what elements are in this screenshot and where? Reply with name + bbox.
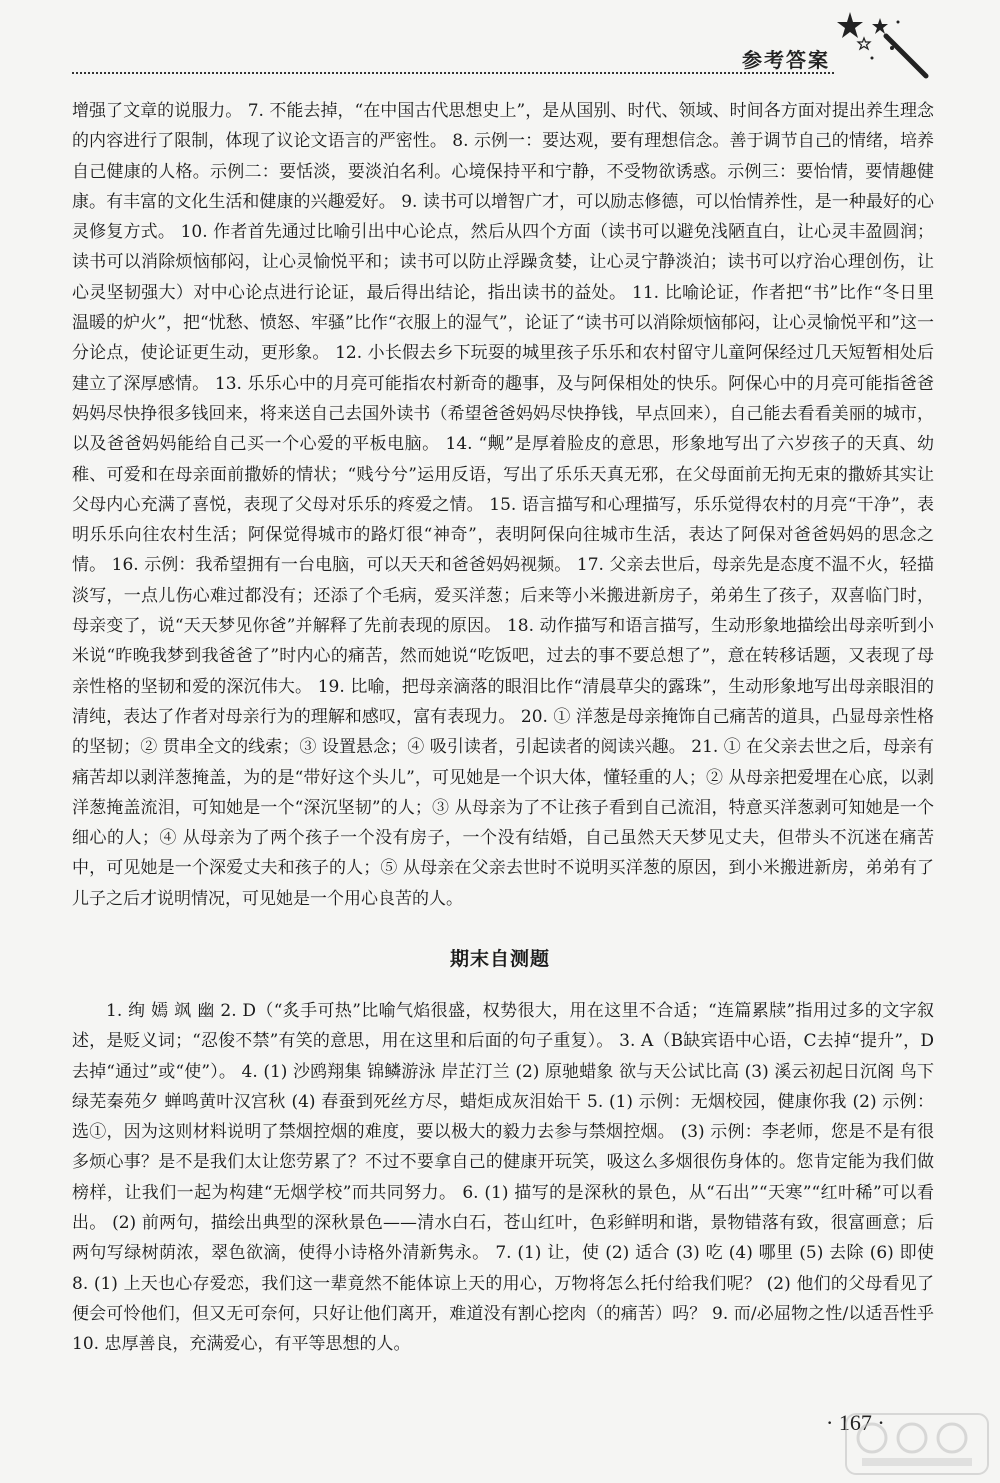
page-number: · 167 · — [826, 1410, 885, 1435]
final-test-answers-block — [72, 996, 934, 1360]
final-test-paragraph: 1. 绚 嫣 飒 幽 2. D（“炙手可热”比喻气焰很盛，权势很大，用在这里不合适；“连篇累牍”指用过多的文字叙述，是贬义词；“忍俊不禁”有笑的意思，用在这里和后面的句子重复）。 3. A（B缺宾语中心语，C去掉“提升”，D去掉“通过”或“使”）。 4. (1) 沙鸥翔集 锦鳞游泳 岸芷汀兰 (2) 原驰蜡象 欲与天公试比高 (3) 溪云初起日沉阁 鸟下绿芜秦苑夕 蝉鸣黄叶汉宫秋 (4) 春蚕到死丝方尽，蜡炬成灰泪始干 5. (1) 示例：无烟校园，健康你我 (2) 示例：选①，因为这则材料说明了禁烟控烟的难度，要以极大的毅力去参与禁烟控烟。 (3) 示例：李老师，您是不是有很多烦心事？是不是我们太让您劳累了？不过不要拿自己的健康开玩笑，吸这么多烟很伤身体的。您肯定能为我们做榜样，让我们一起为构建“无烟学校”而共同努力。 6. (1) 描写的是深秋的景色，从“石出”“天寒”“红叶稀”可以看出。 (2) 前两句，描绘出典型的深秋景色——清水白石，苍山红叶，色彩鲜明和谐，景物错落有致，很富画意；后两句写绿树荫浓，翠色欲滴，使得小诗格外清新隽永。 7. (1) 让，使 (2) 适合 (3) 吃 (4) 哪里 (5) 去除 (6) 即使 8. (1) 上天也心存爱恋，我们这一辈竟然不能体谅上天的用心，万物将怎么托付给我们呢？ (2) 他们的父母看见了便会可怜他们，但又无可奈何，只好让他们离开，难道没有割心挖肉（的痛苦）吗？ 9. 而/必屈物之性/以适吾性乎 10. 忠厚善良，充满爱心，有平等思想的人。 — [72, 1001, 934, 1355]
header-title: 参考答案 — [742, 48, 830, 72]
stars-wand-icon — [828, 8, 938, 80]
header-rule — [72, 72, 834, 74]
watermark-logo-icon — [842, 1408, 992, 1480]
answer-paragraph: 增强了文章的说服力。 7. 不能去掉，“在中国古代思想史上”，是从国别、时代、领域、时间各方面对提出养生理念的内容进行了限制，体现了议论文语言的严密性。 8. 示例一：要达观，要有理想信念。善于调节自己的情绪，培养自己健康的人格。示例二：要恬淡，要淡泊名利。心境保持平和宁静，不受物欲诱惑。示例三：要怡情，要情趣健康。有丰富的文化生活和健康的兴趣爱好。 9. 读书可以增智广才，可以励志修德，可以怡情养性，是一种最好的心灵修复方式。 10. 作者首先通过比喻引出中心论点，然后从四个方面（读书可以避免浅陋直白，让心灵丰盈圆润；读书可以消除烦恼郁闷，让心灵愉悦平和；读书可以防止浮躁贪婪，让心灵宁静淡泊；读书可以疗治心理创伤，让心灵坚韧强大）对中心论点进行论证，最后得出结论，指出读书的益处。 11. 比喻论证，作者把“书”比作“冬日里温暖的炉火”，把“忧愁、愤怒、牢骚”比作“衣服上的湿气”，论证了“读书可以消除烦恼郁闷，让心灵愉悦平和”这一分论点，使论证更生动，更形象。 12. 小长假去乡下玩耍的城里孩子乐乐和农村留守儿童阿保经过几天短暂相处后建立了深厚感情。 13. 乐乐心中的月亮可能指农村新奇的趣事，及与阿保相处的快乐。阿保心中的月亮可能指爸爸妈妈尽快挣很多钱回来，将来送自己去国外读书（希望爸爸妈妈尽快挣钱，早点回来），自己能去看看美丽的城市，以及爸爸妈妈能给自己买一个心爱的平板电脑。 14. “觍”是厚着脸皮的意思，形象地写出了六岁孩子的天真、幼稚、可爱和在母亲面前撒娇的情状；“贱兮兮”运用反语，写出了乐乐天真无邪，在父母面前无拘无束的撒娇其实让父母内心充满了喜悦，表现了父母对乐乐的疼爱之情。 15. 语言描写和心理描写，乐乐觉得农村的月亮“干净”，表明乐乐向往农村生活；阿保觉得城市的路灯很“神奇”，表明阿保向往城市生活，表达了阿保对爸爸妈妈的思念之情。 16. 示例：我希望拥有一台电脑，可以天天和爸爸妈妈视频。 17. 父亲去世后，母亲先是态度不温不火，轻描淡写，一点儿伤心难过都没有；还添了个毛病，爱买洋葱；后来等小米搬进新房子，弟弟生了孩子，双喜临门时，母亲变了，说“天天梦见你爸”并解释了先前表现的原因。 18. 动作描写和语言描写，生动形象地描绘出母亲听到小米说“昨晚我梦到我爸爸了”时内心的痛苦，然而她说“吃饭吧，过去的事不要总想了”，意在转移话题，又表现了母亲性格的坚韧和爱的深沉伟大。 19. 比喻，把母亲滴落的眼泪比作“清晨草尖的露珠”，生动形象地写出母亲眼泪的清纯，表达了作者对母亲行为的理解和感叹，富有表现力。 20. ① 洋葱是母亲掩饰自己痛苦的道具，凸显母亲性格的坚韧；② 贯串全文的线索；③ 设置悬念；④ 吸引读者，引起读者的阅读兴趣。 21. ① 在父亲去世之后，母亲有痛苦却以剥洋葱掩盖，为的是“带好这个头儿”，可见她是一个识大体，懂轻重的人；② 从母亲把爱埋在心底，以剥洋葱掩盖流泪，可知她是一个“深沉坚韧”的人；③ 从母亲为了不让孩子看到自己流泪，特意买洋葱剥可知她是一个细心的人；④ 从母亲为了两个孩子一个没有房子，一个没有结婚，自己虽然天天梦见丈夫，但带头不沉迷在痛苦中，可见她是一个深爱丈夫和孩子的人；⑤ 从母亲在父亲去世时不说明买洋葱的原因，到小米搬进新房，弟弟有了儿子之后才说明情况，可见她是一个用心良苦的人。 — [72, 101, 934, 909]
page-header — [0, 0, 1000, 80]
answer-text-block — [72, 96, 934, 914]
section-title: 期末自测题 — [449, 948, 550, 970]
